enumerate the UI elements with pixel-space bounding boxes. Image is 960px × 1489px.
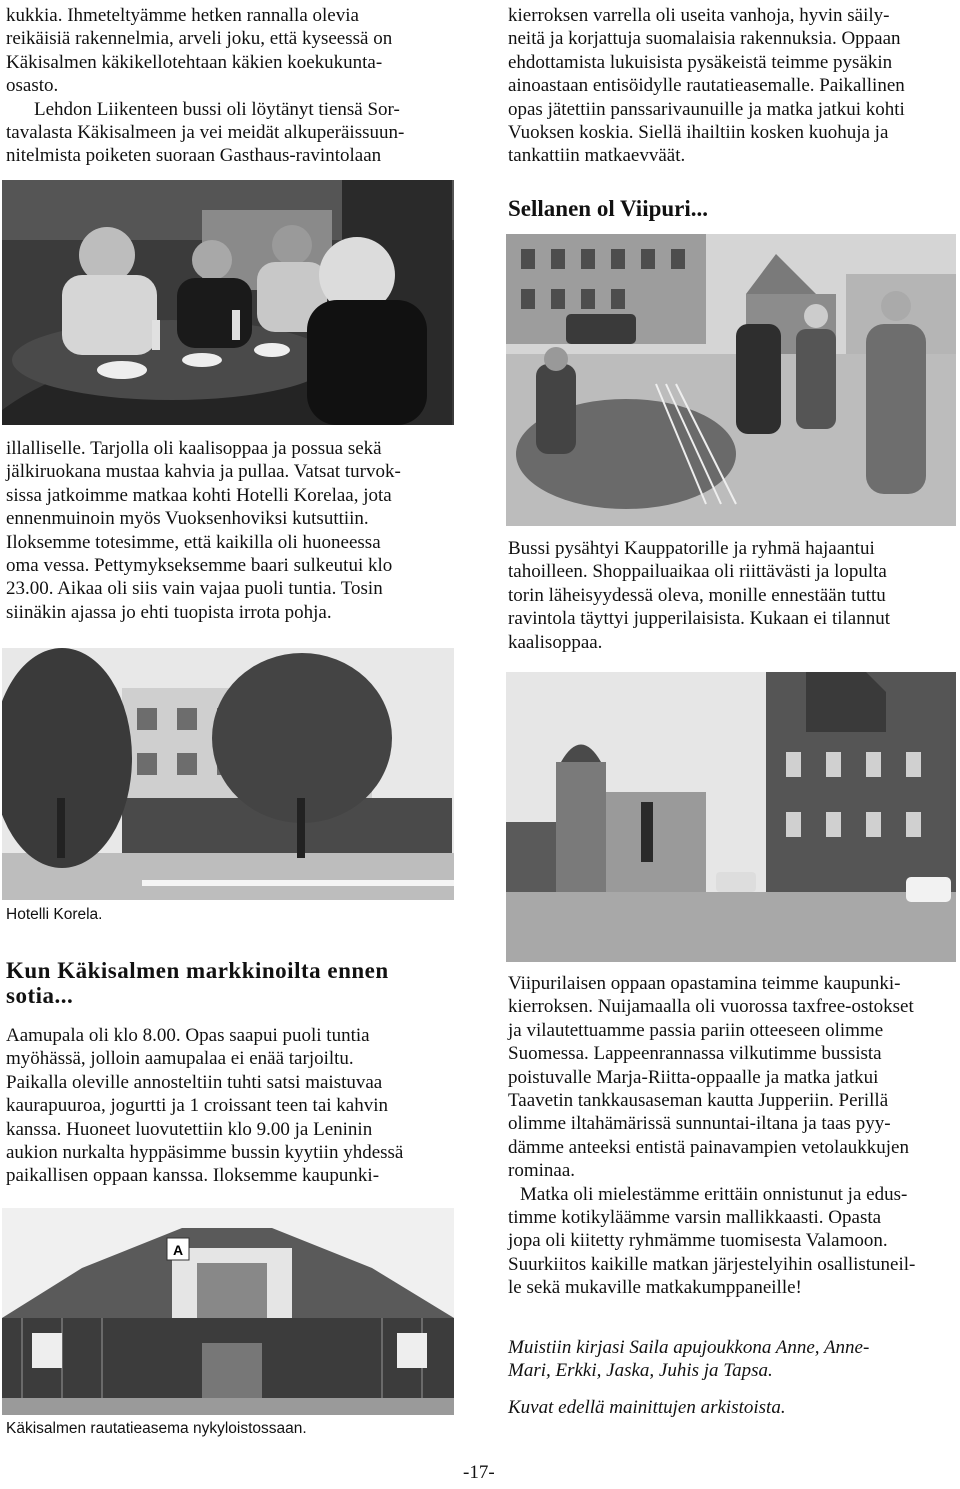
dinner-line: ennenmuinoin myös Vuoksenhoviksi kutsuttiin. — [6, 508, 369, 530]
intro-line: kukkia. Ihmeteltyämme hetken rannalla olevia — [6, 5, 359, 26]
morning-line: paikallisen oppaan kanssa. Iloksemme kaupunki- — [6, 1165, 380, 1187]
railway-station-photo — [2, 1208, 454, 1415]
tour-line: Vuoksen koskia. Siellä ihailtiin kosken kuohuja ja — [508, 122, 889, 144]
intro-line: tavalasta Käkisalmeen ja vei meidät alkuperäissuun- — [6, 122, 405, 144]
intro-line: reikäisiä rakennelmia, arveli joku, että kyseessä on — [6, 28, 393, 50]
market-line: Bussi pysähtyi Kauppatorille ja ryhmä hajaantui — [508, 538, 875, 559]
tour-line: ehdottamista lukuisista pysäkeistä teimme pysäkin — [508, 51, 893, 73]
market-line: kaalisoppaa. — [508, 631, 603, 653]
tour-line: tankattiin matkaevväät. — [508, 145, 686, 167]
photo-credit: Kuvat edellä mainittujen arkistoista. — [508, 1397, 786, 1418]
dinner-line: sissa jatkoimme matkaa kohti Hotelli Korelaa, jota — [6, 484, 392, 506]
viipuri-square-photo — [506, 672, 956, 962]
market-line: torin läheisyydessä oleva, monille ennestään tuttu — [508, 584, 886, 606]
hotel-korela-photo — [2, 648, 454, 900]
thanks-line: timme kotikyläämme varsin mallikkaasti. Opasta — [508, 1207, 882, 1229]
dinner-paragraph — [6, 437, 452, 624]
return-line: Taavetin tankkausaseman kautta Jupperiin. Perillä — [508, 1090, 889, 1112]
intro-line: osasto. — [6, 75, 59, 97]
page-number: -17- — [463, 1462, 495, 1483]
intro-paragraph — [6, 4, 452, 168]
dinner-line: jälkiruokana mustaa kahvia ja pullaa. Vatsat turvok- — [6, 461, 401, 483]
dinner-line: Iloksemme totesimme, että kaikilla oli huoneessa — [6, 531, 381, 553]
restaurant-dinner-photo — [2, 180, 454, 425]
tour-line: ainoastaan entisöidylle rautatieasemalle. Paikallinen — [508, 75, 905, 97]
intro-line: Käkisalmen käkikellotehtaan käkien koekukunta- — [6, 51, 383, 73]
return-line: poistuvalle Marja-Riitta-oppaalle ja matka jatkui — [508, 1066, 879, 1088]
viipuri-heading: Sellanen ol Viipuri... — [508, 196, 709, 221]
signature-line: Muistiin kirjasi Saila apujoukkona Anne, Anne- — [508, 1337, 870, 1358]
return-line: olimme iltahämärissä sunnuntai-iltana ja taas pyy- — [508, 1113, 891, 1135]
tour-line: kierroksen varrella oli useita vanhoja, hyvin säily- — [508, 5, 890, 26]
hotel-photo-caption: Hotelli Korela. — [6, 906, 103, 923]
dinner-line: siinäkin ajassa jo ehti tuopista irrota pohja. — [6, 601, 332, 623]
morning-line: kanssa. Huoneet luovutettiin klo 9.00 ja Leninin — [6, 1118, 373, 1140]
market-line: ravintola täyttyi jupperilaisista. Kukaan ei tilannut — [508, 608, 891, 630]
thanks-line: le sekä mukaville matkakumppaneille! — [508, 1277, 802, 1299]
market-paragraph — [508, 537, 956, 654]
dinner-line: illalliselle. Tarjolla oli kaalisoppaa ja possua sekä — [6, 438, 382, 459]
tour-line: neitä ja korjattuja suomalaisia rakennuksia. Oppaan — [508, 28, 901, 50]
morning-line: aukion nurkalta hyppäsimme bussin kyytiin yhdessä — [6, 1142, 404, 1164]
intro-line: Lehdon Liikenteen bussi oli löytänyt tiensä Sor- — [34, 98, 400, 120]
tour-paragraph — [508, 4, 956, 168]
market-line: tahoilleen. Shoppailuaikaa oli riittävästi ja lopulta — [508, 561, 887, 583]
viipuri-market-photo — [506, 234, 956, 526]
return-paragraph — [508, 972, 956, 1300]
tour-line: opas jätettiin panssarivaunuille ja matka jatkui kohti — [508, 98, 905, 120]
return-line: kierroksen. Nuijamaalla oli vuorossa taxfree-ostokset — [508, 996, 914, 1018]
thanks-line: Matka oli mielestämme erittäin onnistunut ja edus- — [520, 1183, 908, 1205]
station-sign-letter: A — [173, 1242, 184, 1258]
signature-block — [508, 1336, 956, 1383]
thanks-line: Suurkiitos kaikille matkan järjestelyihin osallistuneil- — [508, 1253, 916, 1275]
section-heading — [6, 958, 452, 1008]
dinner-line: oma vessa. Pettymykseksemme baari sulkeutui klo — [6, 555, 393, 577]
return-line: Suomessa. Lappeenrannassa vilkutimme bussista — [508, 1043, 882, 1065]
morning-line: myöhässä, jolloin aamupalaa ei enää tarjoiltu. — [6, 1048, 354, 1070]
morning-line: kaurapuuroa, jogurtti ja 1 croissant teen tai kahvin — [6, 1095, 388, 1117]
morning-line: Aamupala oli klo 8.00. Opas saapui puoli tuntia — [6, 1025, 370, 1046]
signature-line: Mari, Erkki, Jaska, Juhis ja Tapsa. — [508, 1360, 773, 1382]
return-line: ja vilautettuamme passia pariin otteeseen olimme — [508, 1019, 884, 1041]
station-photo-caption: Käkisalmen rautatieasema nykyloistossaan. — [6, 1420, 307, 1437]
return-line: rominaa. — [508, 1160, 576, 1182]
thanks-line: jopa oli kiitetty ryhmämme tuomisesta Valamoon. — [508, 1230, 888, 1252]
morning-paragraph — [6, 1024, 452, 1188]
return-line: dämme anteeksi entistä painavampien vetolaukkujen — [508, 1136, 909, 1158]
morning-line: Paikalla oleville annosteltiin tuhti satsi maistuvaa — [6, 1071, 383, 1093]
dinner-line: 23.00. Aikaa oli siis vain vajaa puoli tuntia. Tosin — [6, 578, 383, 600]
return-line: Viipurilaisen oppaan opastamina teimme kaupunki- — [508, 973, 901, 994]
intro-line: nitelmista poiketen suoraan Gasthaus-ravintolaan — [6, 145, 382, 167]
section-heading-text: Kun Käkisalmen markkinoilta ennen sotia... — [6, 958, 389, 1008]
